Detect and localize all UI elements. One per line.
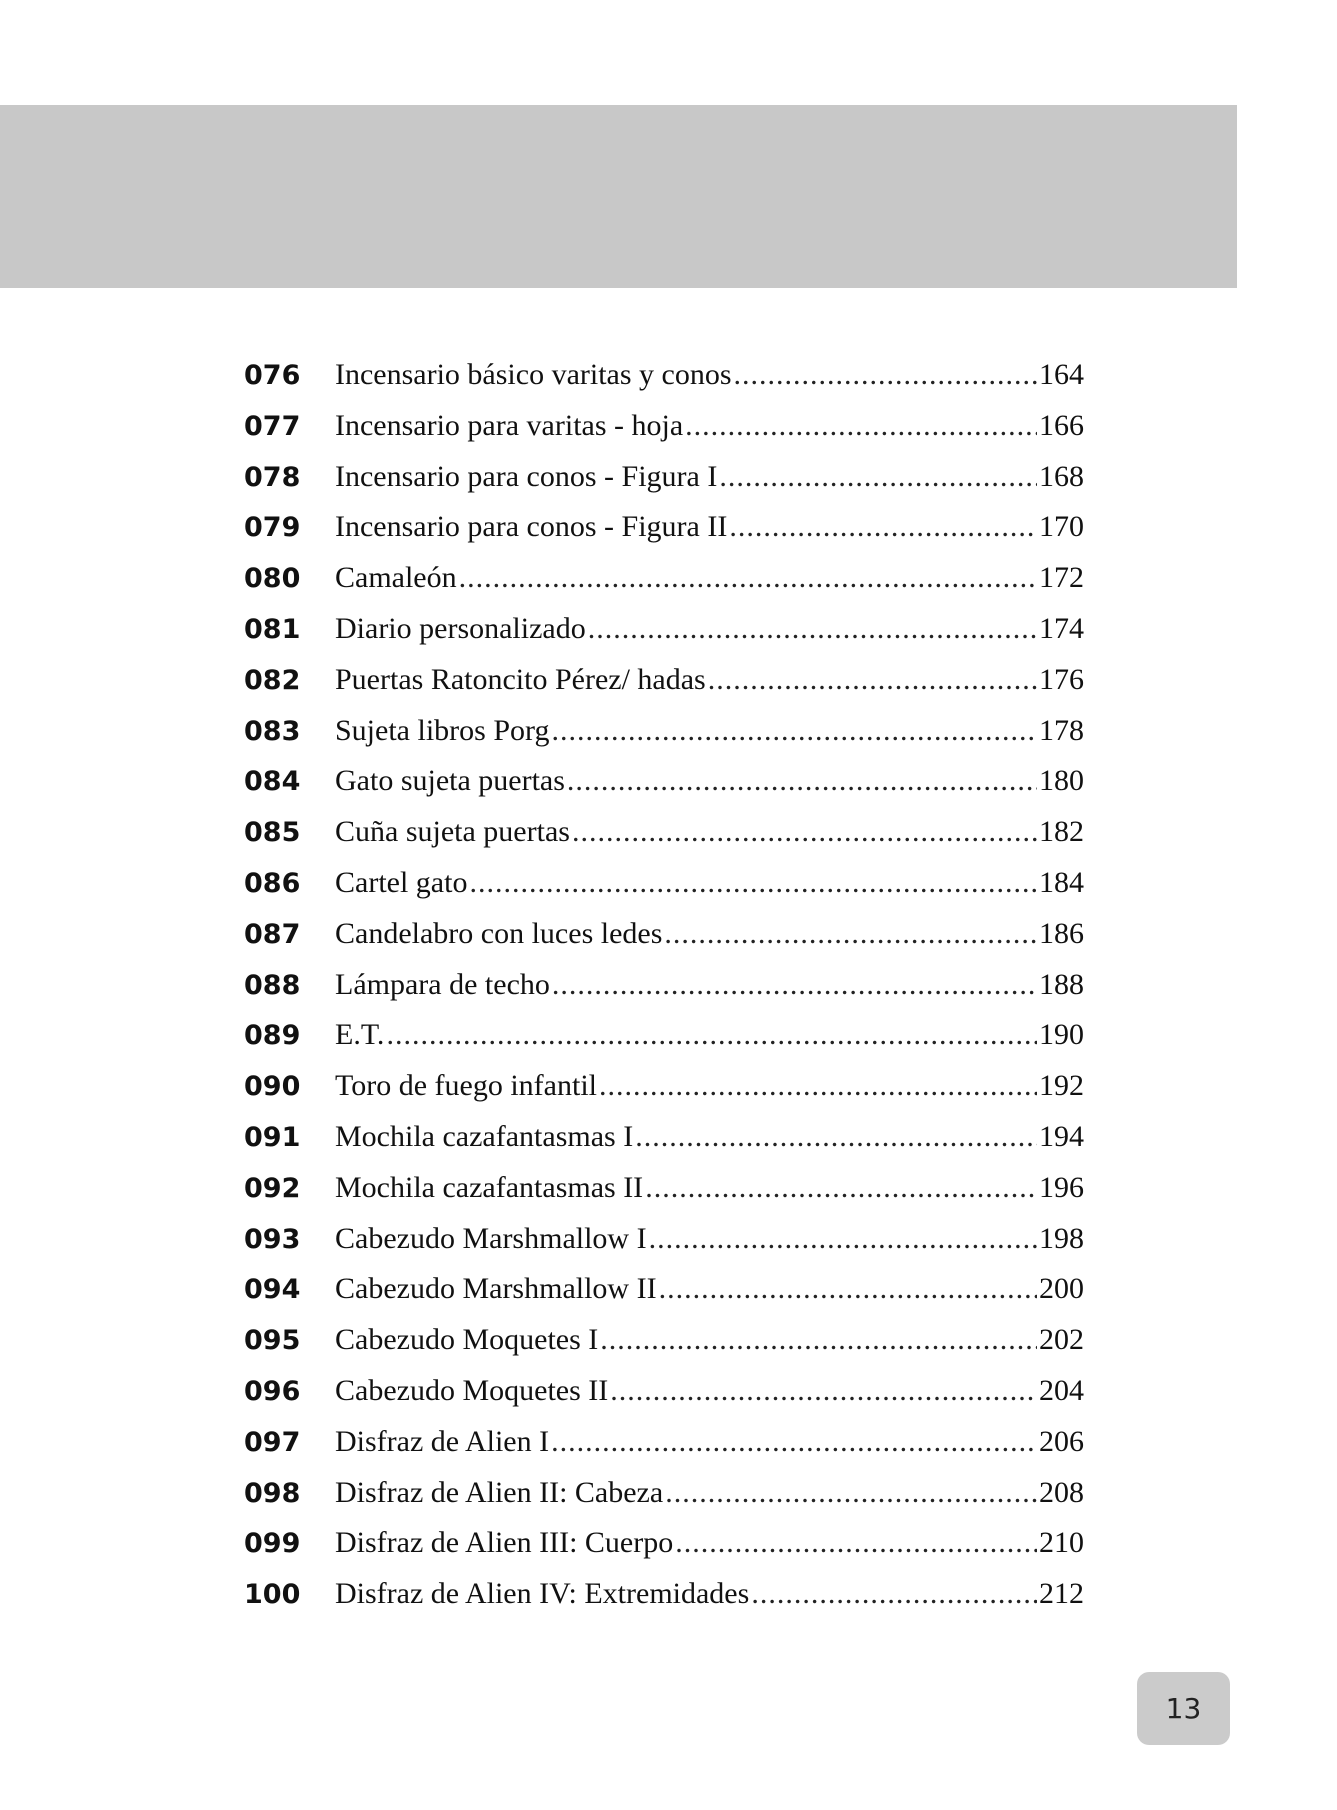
- entry-page-number: 188: [1039, 967, 1084, 1001]
- toc-entry: [244, 909, 1084, 960]
- dot-leader: [659, 1264, 1037, 1315]
- dot-leader: [675, 1518, 1037, 1569]
- entry-number: 087: [244, 918, 301, 950]
- entry-page-number: 172: [1039, 561, 1084, 595]
- entry-number: 098: [244, 1477, 301, 1509]
- entry-number: 100: [244, 1579, 301, 1611]
- entry-page-number: 168: [1039, 459, 1084, 493]
- toc-entry: [244, 858, 1084, 909]
- toc-entry: [244, 1569, 1084, 1620]
- dot-leader: [664, 909, 1037, 960]
- entry-number: 084: [244, 766, 301, 798]
- toc-entry: [244, 1468, 1084, 1519]
- toc-entry: [244, 655, 1084, 706]
- entry-number: 096: [244, 1375, 301, 1407]
- toc-entry: [244, 1061, 1084, 1112]
- dot-leader: [708, 655, 1037, 706]
- entry-title: Mochila cazafantasmas I: [335, 1119, 634, 1153]
- entry-page-number: 194: [1039, 1119, 1084, 1153]
- dot-leader: [665, 1468, 1037, 1519]
- toc-entry: [244, 807, 1084, 858]
- entry-title: Candelabro con luces ledes: [335, 916, 663, 950]
- entry-page-number: 180: [1039, 764, 1084, 798]
- dot-leader: [386, 1010, 1037, 1061]
- entry-title: Gato sujeta puertas: [335, 764, 565, 798]
- dot-leader: [599, 1061, 1037, 1112]
- dot-leader: [588, 604, 1037, 655]
- entry-number: 086: [244, 867, 301, 899]
- entry-number: 078: [244, 461, 301, 493]
- toc-entry: [244, 1417, 1084, 1468]
- entry-number: 095: [244, 1325, 301, 1357]
- entry-title: Cabezudo Moquetes II: [335, 1373, 609, 1407]
- entry-page-number: 200: [1039, 1272, 1084, 1306]
- dot-leader: [551, 706, 1037, 757]
- entry-title: Sujeta libros Porg: [335, 713, 550, 747]
- toc-entry: [244, 960, 1084, 1011]
- toc-entry: [244, 1163, 1084, 1214]
- toc-entry: [244, 1112, 1084, 1163]
- entry-page-number: 178: [1039, 713, 1084, 747]
- table-of-contents: [244, 350, 1084, 1620]
- entry-title: Incensario para conos - Figura II: [335, 510, 728, 544]
- entry-title: Disfraz de Alien I: [335, 1424, 550, 1458]
- entry-number: 082: [244, 664, 301, 696]
- entry-number: 079: [244, 512, 301, 544]
- entry-page-number: 164: [1039, 358, 1084, 391]
- toc-entry: [244, 706, 1084, 757]
- entry-title: Cabezudo Marshmallow II: [335, 1272, 657, 1306]
- entry-title: Toro de fuego infantil: [335, 1069, 597, 1103]
- entry-title: Disfraz de Alien II: Cabeza: [335, 1475, 664, 1509]
- toc-entry: [244, 1214, 1084, 1265]
- dot-leader: [649, 1214, 1037, 1265]
- entry-title: Cabezudo Marshmallow I: [335, 1221, 647, 1255]
- entry-title: Cabezudo Moquetes I: [335, 1323, 599, 1357]
- toc-entry: [244, 1366, 1084, 1417]
- entry-page-number: 202: [1039, 1323, 1084, 1357]
- entry-page-number: 208: [1039, 1475, 1084, 1509]
- toc-entry: [244, 350, 1084, 401]
- toc-entry: [244, 553, 1084, 604]
- entry-number: 083: [244, 715, 301, 747]
- dot-leader: [645, 1163, 1037, 1214]
- entry-title: Disfraz de Alien IV: Extremidades: [335, 1577, 750, 1611]
- dot-leader: [734, 350, 1037, 401]
- entry-page-number: 196: [1039, 1170, 1084, 1204]
- entry-page-number: 212: [1039, 1577, 1084, 1611]
- entry-title: Incensario básico varitas y conos: [335, 358, 732, 391]
- entry-title: Incensario para varitas - hoja: [335, 408, 684, 442]
- dot-leader: [685, 401, 1037, 452]
- entry-page-number: 176: [1039, 662, 1084, 696]
- dot-leader: [729, 502, 1037, 553]
- entry-page-number: 182: [1039, 815, 1084, 849]
- toc-entry: [244, 1315, 1084, 1366]
- entry-title: Disfraz de Alien III: Cuerpo: [335, 1526, 674, 1560]
- page-number: [1137, 1672, 1230, 1745]
- dot-leader: [469, 858, 1037, 909]
- toc-entry: [244, 452, 1084, 503]
- entry-page-number: 190: [1039, 1018, 1084, 1052]
- entry-page-number: 184: [1039, 865, 1084, 899]
- toc-entry: [244, 1264, 1084, 1315]
- entry-number: 091: [244, 1121, 301, 1153]
- entry-number: 081: [244, 613, 301, 645]
- entry-page-number: 204: [1039, 1373, 1084, 1407]
- dot-leader: [751, 1569, 1037, 1620]
- entry-title: Cartel gato: [335, 865, 468, 899]
- dot-leader: [635, 1112, 1037, 1163]
- entry-number: 094: [244, 1274, 301, 1306]
- entry-page-number: 192: [1039, 1069, 1084, 1103]
- entry-page-number: 198: [1039, 1221, 1084, 1255]
- entry-title: Mochila cazafantasmas II: [335, 1170, 644, 1204]
- entry-number: 097: [244, 1426, 301, 1458]
- toc-entry: [244, 604, 1084, 655]
- entry-number: 077: [244, 410, 301, 442]
- entry-title: Lámpara de techo: [335, 967, 550, 1001]
- dot-leader: [551, 1417, 1037, 1468]
- dot-leader: [719, 452, 1037, 503]
- entry-title: Puertas Ratoncito Pérez/ hadas: [335, 662, 706, 696]
- dot-leader: [610, 1366, 1037, 1417]
- entry-title: Cuña sujeta puertas: [335, 815, 570, 849]
- entry-page-number: 170: [1039, 510, 1084, 544]
- entry-title: E.T.: [335, 1018, 385, 1052]
- dot-leader: [552, 960, 1037, 1011]
- entry-number: 076: [244, 360, 301, 391]
- header-band: [0, 105, 1237, 288]
- dot-leader: [572, 807, 1037, 858]
- entry-title: Diario personalizado: [335, 611, 586, 645]
- page-number-label: 13: [1165, 1692, 1202, 1725]
- toc-entry: [244, 1518, 1084, 1569]
- entry-page-number: 174: [1039, 611, 1084, 645]
- toc-entry: [244, 1010, 1084, 1061]
- entry-title: Incensario para conos - Figura I: [335, 459, 718, 493]
- entry-number: 080: [244, 563, 301, 595]
- toc-entry: [244, 756, 1084, 807]
- entry-page-number: 166: [1039, 408, 1084, 442]
- entry-number: 085: [244, 817, 301, 849]
- toc-entry: [244, 401, 1084, 452]
- toc-entry: [244, 502, 1084, 553]
- entry-title: Camaleón: [335, 561, 457, 595]
- entry-number: 088: [244, 969, 301, 1001]
- entry-number: 099: [244, 1528, 301, 1560]
- dot-leader: [567, 756, 1037, 807]
- entry-number: 090: [244, 1071, 301, 1103]
- entry-page-number: 210: [1039, 1526, 1084, 1560]
- entry-page-number: 206: [1039, 1424, 1084, 1458]
- entry-page-number: 186: [1039, 916, 1084, 950]
- entry-number: 089: [244, 1020, 301, 1052]
- dot-leader: [459, 553, 1037, 604]
- entry-number: 093: [244, 1223, 301, 1255]
- dot-leader: [600, 1315, 1037, 1366]
- entry-number: 092: [244, 1172, 301, 1204]
